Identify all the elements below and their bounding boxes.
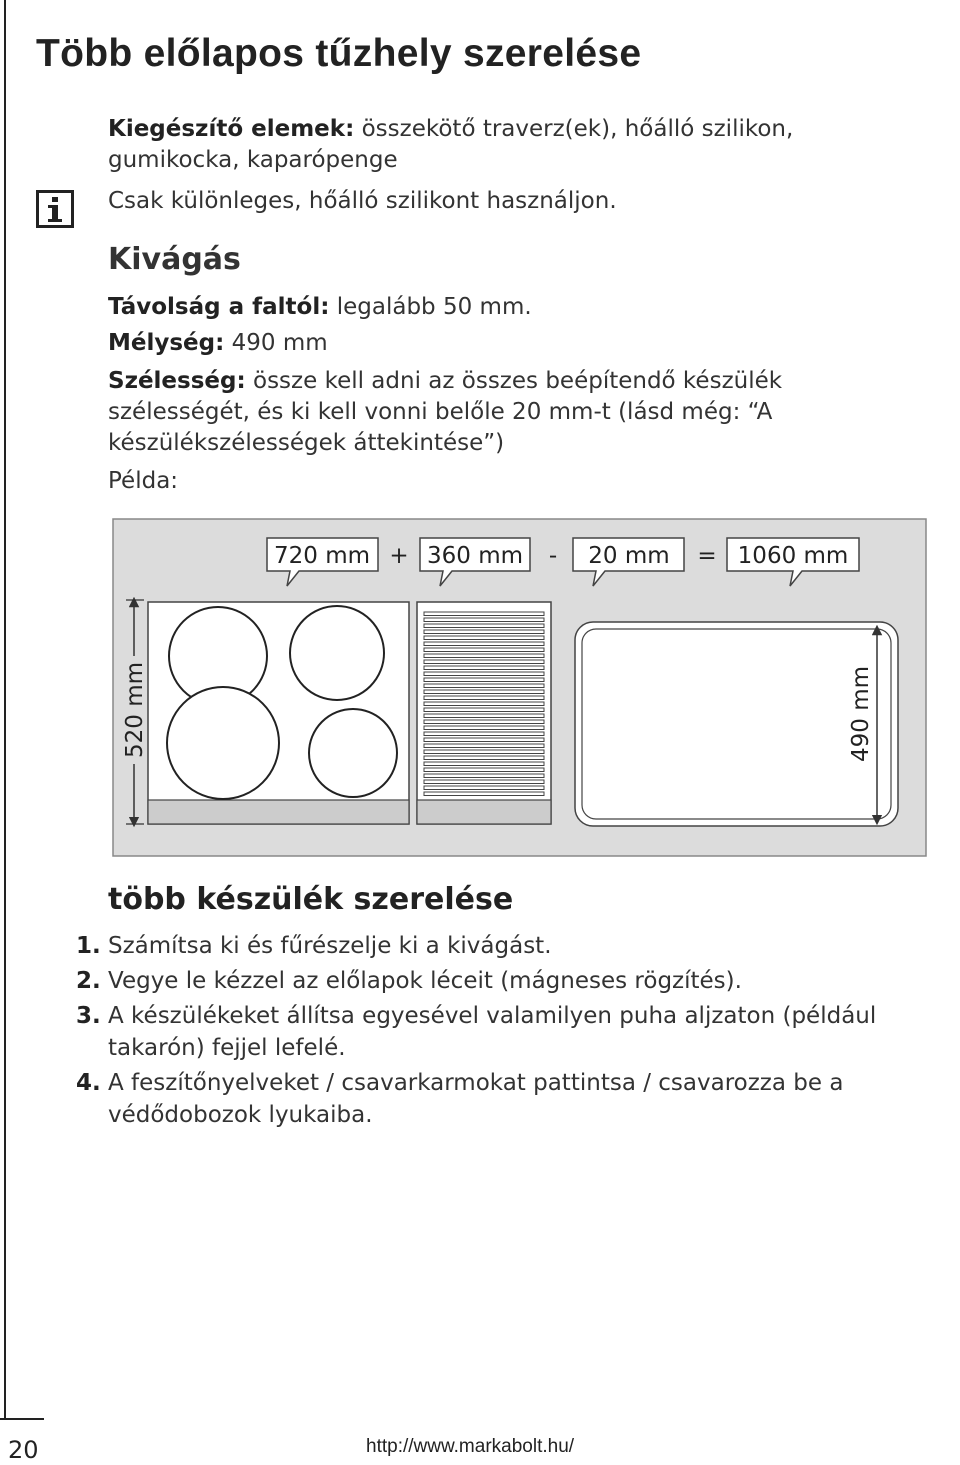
grill-rib (424, 684, 544, 688)
plus-operator: + (389, 543, 409, 569)
grill-rib (424, 618, 544, 622)
distance-value: legalább 50 mm. (329, 294, 532, 320)
grill-rib (424, 732, 544, 736)
grill-rib (424, 666, 544, 670)
accessories-paragraph (108, 114, 868, 176)
grill-rib (424, 738, 544, 742)
page-title: Több előlapos tűzhely szerelése (36, 32, 642, 75)
step-text: Számítsa ki és fűrészelje ki a kivágást. (108, 933, 552, 959)
burner-bottom-left (167, 687, 279, 799)
grill-rib (424, 762, 544, 766)
grill-ribs (424, 612, 544, 796)
step-text: A készülékeket állítsa egyesével valamilyen puha aljzaton (például takarón) fejjel lefelé. (108, 1003, 877, 1061)
page-number: 20 (8, 1436, 39, 1464)
section-heading: több készülék szerelése (108, 882, 514, 917)
dimension-360-label: 360 mm (426, 543, 524, 569)
grill-rib (424, 786, 544, 790)
grill-rib (424, 744, 544, 748)
minus-operator: - (548, 543, 558, 569)
grill-rib (424, 678, 544, 682)
grill-rib (424, 780, 544, 784)
list-item (76, 930, 936, 962)
footer-rule (0, 1418, 44, 1420)
width-value: össze kell adni az összes beépítendő készülék szélességét, és ki kell vonni belőle 20 mm-t (lásd még: “A készülékszélességek áttekintése”) (108, 368, 783, 456)
width-paragraph (108, 366, 838, 459)
list-item (76, 1000, 936, 1064)
dimension-20-label: 20 mm (588, 543, 670, 569)
grill-rib (424, 726, 544, 730)
step-text: Vegye le kézzel az előlapok léceit (mágneses rögzítés). (108, 968, 742, 994)
info-icon (36, 190, 74, 228)
grill-rib (424, 654, 544, 658)
step-number: 2. (76, 968, 101, 994)
footer-link[interactable]: http://www.markabolt.hu/ (366, 1436, 575, 1457)
step-number: 3. (76, 1003, 101, 1029)
cooktop-hob (148, 602, 409, 824)
grill-rib (424, 672, 544, 676)
grill-rib (424, 624, 544, 628)
cutout-heading: Kivágás (108, 242, 241, 277)
grill-rib (424, 630, 544, 634)
grill-rib (424, 642, 544, 646)
grill-rib (424, 648, 544, 652)
grill-hob (417, 602, 551, 824)
grill-rib (424, 750, 544, 754)
step-number: 1. (76, 933, 101, 959)
burner-top-right (290, 606, 384, 700)
silicone-note: Csak különleges, hőálló szilikont használjon. (108, 188, 617, 214)
burner-bottom-right (309, 709, 397, 797)
left-margin-rule (4, 0, 6, 1420)
height-520-label: 520 mm (122, 661, 148, 759)
width-label: Szélesség: (108, 368, 246, 394)
grill-rib (424, 708, 544, 712)
cutout-diagram (112, 518, 927, 857)
depth-label: Mélység: (108, 330, 225, 356)
step-text: A feszítőnyelveket / csavarkarmokat pattintsa / csavarozza be a védődobozok lyukaiba. (108, 1070, 844, 1128)
grill-rib (424, 612, 544, 616)
grill-rib (424, 768, 544, 772)
step-number: 4. (76, 1070, 101, 1096)
grill-rib (424, 792, 544, 796)
list-item (76, 965, 936, 997)
grill-rib (424, 660, 544, 664)
list-item (76, 1067, 936, 1131)
accessories-label: Kiegészítő elemek: (108, 116, 355, 142)
grill-rib (424, 690, 544, 694)
grill-rib (424, 696, 544, 700)
distance-label: Távolság a faltól: (108, 294, 330, 320)
example-label: Példa: (108, 468, 179, 494)
accessories-text: összekötő traverz(ek), hőálló szilikon, gumikocka, kaparópenge (108, 116, 794, 173)
grill-rib (424, 756, 544, 760)
grill-rib (424, 702, 544, 706)
depth-490-label: 490 mm (848, 665, 874, 763)
equals-operator: = (697, 543, 717, 569)
grill-rib (424, 636, 544, 640)
grill-rib (424, 774, 544, 778)
grill-rib (424, 714, 544, 718)
grill-rib (424, 720, 544, 724)
depth-line (108, 328, 328, 359)
distance-line (108, 292, 532, 323)
depth-value: 490 mm (224, 330, 328, 356)
installation-steps (76, 930, 936, 1134)
dimension-1060-label: 1060 mm (737, 543, 849, 569)
dimension-720-label: 720 mm (273, 543, 371, 569)
